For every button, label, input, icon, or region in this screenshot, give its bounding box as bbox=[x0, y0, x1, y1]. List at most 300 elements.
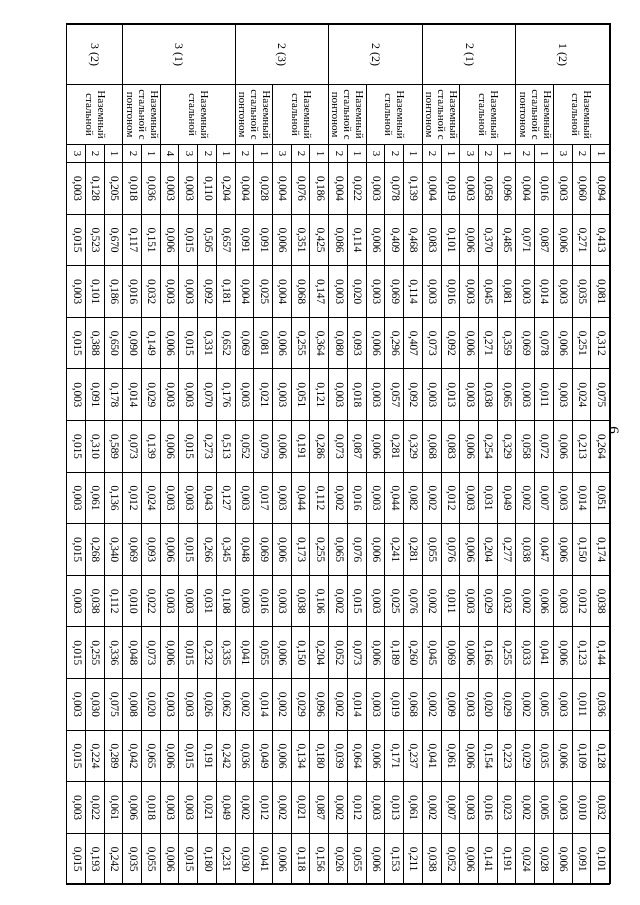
value-cell: 0,128 bbox=[85, 163, 104, 215]
value-cell: 0,013 bbox=[441, 369, 460, 421]
value-cell: 0,021 bbox=[254, 369, 273, 421]
value-cell: 0,006 bbox=[553, 524, 572, 576]
table-row bbox=[235, 25, 254, 885]
value-cell: 0,073 bbox=[347, 627, 366, 679]
value-cell: 0,071 bbox=[516, 214, 535, 266]
value-cell: 0,281 bbox=[404, 524, 423, 576]
tank-type-label: Наземный стальной bbox=[366, 85, 422, 145]
value-cell: 0,003 bbox=[235, 472, 254, 524]
value-cell: 0,003 bbox=[422, 369, 441, 421]
table-row bbox=[441, 25, 460, 885]
table-row bbox=[123, 25, 142, 885]
value-cell: 0,032 bbox=[142, 266, 161, 318]
value-cell: 0,255 bbox=[291, 317, 310, 369]
value-cell: 0,118 bbox=[291, 833, 310, 885]
value-cell: 0,010 bbox=[123, 575, 142, 627]
value-cell: 0,003 bbox=[235, 575, 254, 627]
value-cell: 0,006 bbox=[273, 833, 292, 885]
group-label: 3 (1) bbox=[123, 25, 235, 85]
value-cell: 0,657 bbox=[216, 214, 235, 266]
value-cell: 0,006 bbox=[553, 420, 572, 472]
value-cell: 0,042 bbox=[123, 730, 142, 782]
value-cell: 0,003 bbox=[179, 782, 198, 834]
value-cell: 0,286 bbox=[310, 420, 329, 472]
value-cell: 0,181 bbox=[216, 266, 235, 318]
value-cell: 0,003 bbox=[329, 369, 348, 421]
value-cell: 0,015 bbox=[179, 317, 198, 369]
row-index: 1 bbox=[347, 145, 366, 163]
value-cell: 0,081 bbox=[497, 266, 516, 318]
row-index: 3 bbox=[273, 145, 292, 163]
value-cell: 0,006 bbox=[553, 627, 572, 679]
value-cell: 0,069 bbox=[516, 317, 535, 369]
value-cell: 0,020 bbox=[347, 266, 366, 318]
value-cell: 0,006 bbox=[460, 214, 479, 266]
group-label: 2 (3) bbox=[235, 25, 329, 85]
value-cell: 0,006 bbox=[366, 627, 385, 679]
value-cell: 0,006 bbox=[553, 214, 572, 266]
value-cell: 0,035 bbox=[572, 266, 591, 318]
value-cell: 0,006 bbox=[366, 317, 385, 369]
value-cell: 0,006 bbox=[273, 317, 292, 369]
value-cell: 0,006 bbox=[160, 627, 179, 679]
value-cell: 0,205 bbox=[104, 163, 123, 215]
value-cell: 0,020 bbox=[478, 678, 497, 730]
value-cell: 0,003 bbox=[160, 472, 179, 524]
value-cell: 0,060 bbox=[572, 163, 591, 215]
value-cell: 0,101 bbox=[441, 214, 460, 266]
value-cell: 0,048 bbox=[235, 524, 254, 576]
value-cell: 0,039 bbox=[329, 730, 348, 782]
value-cell: 0,051 bbox=[291, 369, 310, 421]
value-cell: 0,047 bbox=[535, 524, 554, 576]
value-cell: 0,007 bbox=[441, 782, 460, 834]
value-cell: 0,096 bbox=[497, 163, 516, 215]
value-cell: 0,277 bbox=[497, 524, 516, 576]
value-cell: 0,123 bbox=[572, 627, 591, 679]
value-cell: 0,026 bbox=[198, 678, 217, 730]
value-cell: 0,004 bbox=[422, 163, 441, 215]
value-cell: 0,093 bbox=[347, 317, 366, 369]
value-cell: 0,004 bbox=[235, 163, 254, 215]
value-cell: 0,045 bbox=[478, 266, 497, 318]
value-cell: 0,065 bbox=[329, 524, 348, 576]
value-cell: 0,264 bbox=[591, 420, 610, 472]
value-cell: 0,015 bbox=[67, 317, 86, 369]
value-cell: 0,231 bbox=[216, 833, 235, 885]
value-cell: 0,150 bbox=[291, 627, 310, 679]
value-cell: 0,345 bbox=[216, 524, 235, 576]
value-cell: 0,015 bbox=[179, 214, 198, 266]
value-cell: 0,036 bbox=[591, 678, 610, 730]
value-cell: 0,006 bbox=[160, 214, 179, 266]
value-cell: 0,273 bbox=[198, 420, 217, 472]
value-cell: 0,003 bbox=[67, 369, 86, 421]
value-cell: 0,652 bbox=[216, 317, 235, 369]
value-cell: 0,023 bbox=[497, 782, 516, 834]
value-cell: 0,064 bbox=[347, 730, 366, 782]
value-cell: 0,003 bbox=[460, 266, 479, 318]
tank-type-label: Наземный стальной bbox=[553, 85, 609, 145]
table-row bbox=[460, 25, 479, 885]
value-cell: 0,191 bbox=[291, 420, 310, 472]
table-row bbox=[198, 25, 217, 885]
table-row bbox=[179, 25, 198, 885]
value-cell: 0,073 bbox=[329, 420, 348, 472]
row-index: 3 bbox=[67, 145, 86, 163]
table-row bbox=[422, 25, 441, 885]
tank-type-label: Наземный стальной с понтоном bbox=[329, 85, 366, 145]
value-cell: 0,003 bbox=[160, 266, 179, 318]
value-cell: 0,331 bbox=[198, 317, 217, 369]
group-label: 3 (2) bbox=[67, 25, 123, 85]
row-index: 3 bbox=[366, 145, 385, 163]
value-cell: 0,106 bbox=[310, 575, 329, 627]
value-cell: 0,003 bbox=[179, 678, 198, 730]
value-cell: 0,006 bbox=[460, 833, 479, 885]
value-cell: 0,002 bbox=[422, 575, 441, 627]
value-cell: 0,076 bbox=[291, 163, 310, 215]
value-cell: 0,191 bbox=[497, 833, 516, 885]
value-cell: 0,021 bbox=[198, 782, 217, 834]
value-cell: 0,052 bbox=[329, 627, 348, 679]
value-cell: 0,139 bbox=[142, 420, 161, 472]
value-cell: 0,101 bbox=[85, 266, 104, 318]
value-cell: 0,068 bbox=[422, 420, 441, 472]
value-cell: 0,003 bbox=[67, 472, 86, 524]
value-cell: 0,028 bbox=[535, 833, 554, 885]
value-cell: 0,166 bbox=[478, 627, 497, 679]
value-cell: 0,018 bbox=[123, 163, 142, 215]
value-cell: 0,076 bbox=[347, 524, 366, 576]
value-cell: 0,009 bbox=[441, 678, 460, 730]
value-cell: 0,069 bbox=[235, 317, 254, 369]
table-row bbox=[497, 25, 516, 885]
value-cell: 0,022 bbox=[85, 782, 104, 834]
value-cell: 0,014 bbox=[123, 369, 142, 421]
value-cell: 0,121 bbox=[310, 369, 329, 421]
value-cell: 0,002 bbox=[329, 678, 348, 730]
value-cell: 0,154 bbox=[478, 730, 497, 782]
value-cell: 0,044 bbox=[291, 472, 310, 524]
value-cell: 0,038 bbox=[591, 575, 610, 627]
value-cell: 0,136 bbox=[104, 472, 123, 524]
value-cell: 0,026 bbox=[329, 833, 348, 885]
table-row bbox=[310, 25, 329, 885]
value-cell: 0,174 bbox=[591, 524, 610, 576]
tank-type-label: Наземный стальной с понтоном bbox=[516, 85, 553, 145]
table-row bbox=[366, 25, 385, 885]
value-cell: 0,019 bbox=[441, 163, 460, 215]
value-cell: 0,006 bbox=[366, 524, 385, 576]
value-cell: 0,003 bbox=[460, 678, 479, 730]
value-cell: 0,003 bbox=[460, 575, 479, 627]
value-cell: 0,052 bbox=[235, 420, 254, 472]
value-cell: 0,015 bbox=[179, 627, 198, 679]
value-cell: 0,011 bbox=[535, 369, 554, 421]
value-cell: 0,006 bbox=[366, 730, 385, 782]
value-cell: 0,189 bbox=[385, 627, 404, 679]
value-cell: 0,091 bbox=[235, 214, 254, 266]
value-cell: 0,006 bbox=[160, 730, 179, 782]
value-cell: 0,025 bbox=[254, 266, 273, 318]
value-cell: 0,002 bbox=[422, 472, 441, 524]
table-row bbox=[291, 25, 310, 885]
value-cell: 0,015 bbox=[347, 575, 366, 627]
row-index: 3 bbox=[460, 145, 479, 163]
row-index: 2 bbox=[478, 145, 497, 163]
value-cell: 0,002 bbox=[516, 575, 535, 627]
value-cell: 0,255 bbox=[85, 627, 104, 679]
row-index: 3 bbox=[179, 145, 198, 163]
value-cell: 0,081 bbox=[591, 266, 610, 318]
row-index: 1 bbox=[591, 145, 610, 163]
row-index: 1 bbox=[104, 145, 123, 163]
value-cell: 0,180 bbox=[198, 833, 217, 885]
value-cell: 0,109 bbox=[572, 730, 591, 782]
value-cell: 0,038 bbox=[85, 575, 104, 627]
value-cell: 0,241 bbox=[385, 524, 404, 576]
value-cell: 0,076 bbox=[441, 524, 460, 576]
value-cell: 0,032 bbox=[591, 782, 610, 834]
row-index: 1 bbox=[254, 145, 273, 163]
value-cell: 0,409 bbox=[385, 214, 404, 266]
value-cell: 0,153 bbox=[385, 833, 404, 885]
value-cell: 0,041 bbox=[235, 627, 254, 679]
value-cell: 0,006 bbox=[366, 214, 385, 266]
value-cell: 0,058 bbox=[478, 163, 497, 215]
value-cell: 0,255 bbox=[497, 627, 516, 679]
value-cell: 0,038 bbox=[478, 369, 497, 421]
value-cell: 0,002 bbox=[273, 678, 292, 730]
value-cell: 0,336 bbox=[104, 627, 123, 679]
row-index: 2 bbox=[235, 145, 254, 163]
row-index: 3 bbox=[553, 145, 572, 163]
value-cell: 0,204 bbox=[478, 524, 497, 576]
table-row bbox=[254, 25, 273, 885]
value-cell: 0,041 bbox=[535, 627, 554, 679]
value-cell: 0,117 bbox=[123, 214, 142, 266]
value-cell: 0,087 bbox=[310, 782, 329, 834]
value-cell: 0,003 bbox=[160, 163, 179, 215]
table-row bbox=[216, 25, 235, 885]
value-cell: 0,003 bbox=[179, 472, 198, 524]
value-cell: 0,003 bbox=[553, 472, 572, 524]
value-cell: 0,281 bbox=[385, 420, 404, 472]
value-cell: 0,002 bbox=[329, 575, 348, 627]
value-cell: 0,030 bbox=[235, 833, 254, 885]
value-cell: 0,003 bbox=[160, 782, 179, 834]
row-index: 1 bbox=[497, 145, 516, 163]
value-cell: 0,003 bbox=[67, 266, 86, 318]
value-cell: 0,035 bbox=[123, 833, 142, 885]
tank-type-label: Наземный стальной с понтоном bbox=[123, 85, 160, 145]
value-cell: 0,092 bbox=[404, 369, 423, 421]
value-cell: 0,003 bbox=[366, 782, 385, 834]
value-cell: 0,048 bbox=[123, 627, 142, 679]
row-index: 2 bbox=[422, 145, 441, 163]
tank-type-label: Наземный стальной bbox=[67, 85, 123, 145]
value-cell: 0,043 bbox=[198, 472, 217, 524]
row-index: 1 bbox=[310, 145, 329, 163]
row-index: 2 bbox=[385, 145, 404, 163]
value-cell: 0,012 bbox=[123, 472, 142, 524]
value-cell: 0,008 bbox=[123, 678, 142, 730]
value-cell: 0,015 bbox=[67, 730, 86, 782]
value-cell: 0,003 bbox=[273, 369, 292, 421]
value-cell: 0,016 bbox=[123, 266, 142, 318]
value-cell: 0,003 bbox=[366, 678, 385, 730]
value-cell: 0,003 bbox=[67, 678, 86, 730]
row-index: 2 bbox=[198, 145, 217, 163]
value-cell: 0,012 bbox=[441, 472, 460, 524]
value-cell: 0,003 bbox=[553, 782, 572, 834]
value-cell: 0,003 bbox=[179, 163, 198, 215]
value-cell: 0,370 bbox=[478, 214, 497, 266]
value-cell: 0,016 bbox=[347, 472, 366, 524]
value-cell: 0,002 bbox=[329, 782, 348, 834]
value-cell: 0,078 bbox=[535, 317, 554, 369]
value-cell: 0,014 bbox=[254, 678, 273, 730]
value-cell: 0,173 bbox=[291, 524, 310, 576]
table-row bbox=[572, 25, 591, 885]
value-cell: 0,094 bbox=[591, 163, 610, 215]
value-cell: 0,058 bbox=[516, 420, 535, 472]
table-row bbox=[591, 25, 610, 885]
value-cell: 0,031 bbox=[478, 472, 497, 524]
value-cell: 0,312 bbox=[591, 317, 610, 369]
value-cell: 0,003 bbox=[366, 369, 385, 421]
value-cell: 0,078 bbox=[385, 163, 404, 215]
value-cell: 0,022 bbox=[142, 575, 161, 627]
value-cell: 0,015 bbox=[67, 833, 86, 885]
value-cell: 0,069 bbox=[385, 266, 404, 318]
value-cell: 0,096 bbox=[310, 678, 329, 730]
row-index: 1 bbox=[404, 145, 423, 163]
value-cell: 0,007 bbox=[535, 472, 554, 524]
value-cell: 0,092 bbox=[198, 266, 217, 318]
value-cell: 0,091 bbox=[85, 369, 104, 421]
tank-type-label: Наземный стальной bbox=[160, 85, 235, 145]
value-cell: 0,036 bbox=[235, 730, 254, 782]
table-row bbox=[553, 25, 572, 885]
value-cell: 0,076 bbox=[404, 575, 423, 627]
table-row bbox=[273, 25, 292, 885]
value-cell: 0,061 bbox=[85, 472, 104, 524]
value-cell: 0,171 bbox=[385, 730, 404, 782]
value-cell: 0,072 bbox=[535, 420, 554, 472]
value-cell: 0,006 bbox=[123, 782, 142, 834]
value-cell: 0,022 bbox=[347, 163, 366, 215]
value-cell: 0,523 bbox=[85, 214, 104, 266]
value-cell: 0,006 bbox=[460, 317, 479, 369]
value-cell: 0,425 bbox=[310, 214, 329, 266]
value-cell: 0,005 bbox=[535, 678, 554, 730]
rotated-table-container bbox=[66, 23, 611, 884]
value-cell: 0,029 bbox=[478, 575, 497, 627]
value-cell: 0,018 bbox=[347, 369, 366, 421]
value-cell: 0,032 bbox=[497, 575, 516, 627]
value-cell: 0,029 bbox=[291, 678, 310, 730]
value-cell: 0,289 bbox=[104, 730, 123, 782]
value-cell: 0,006 bbox=[160, 420, 179, 472]
value-cell: 0,151 bbox=[142, 214, 161, 266]
row-index: 2 bbox=[85, 145, 104, 163]
value-cell: 0,003 bbox=[516, 369, 535, 421]
table-row bbox=[516, 25, 535, 885]
value-cell: 0,029 bbox=[516, 730, 535, 782]
value-cell: 0,055 bbox=[422, 524, 441, 576]
value-cell: 0,090 bbox=[123, 317, 142, 369]
table-row bbox=[535, 25, 554, 885]
value-cell: 0,004 bbox=[273, 163, 292, 215]
row-index: 1 bbox=[441, 145, 460, 163]
value-cell: 0,242 bbox=[216, 730, 235, 782]
value-cell: 0,364 bbox=[310, 317, 329, 369]
value-cell: 0,004 bbox=[235, 266, 254, 318]
value-cell: 0,006 bbox=[460, 627, 479, 679]
value-cell: 0,031 bbox=[198, 575, 217, 627]
value-cell: 0,011 bbox=[441, 575, 460, 627]
value-cell: 0,002 bbox=[516, 782, 535, 834]
value-cell: 0,003 bbox=[366, 163, 385, 215]
value-cell: 0,073 bbox=[422, 317, 441, 369]
value-cell: 0,065 bbox=[142, 730, 161, 782]
value-cell: 0,186 bbox=[310, 163, 329, 215]
value-cell: 0,015 bbox=[67, 420, 86, 472]
value-cell: 0,020 bbox=[142, 678, 161, 730]
value-cell: 0,006 bbox=[460, 730, 479, 782]
value-cell: 0,087 bbox=[347, 420, 366, 472]
value-cell: 0,006 bbox=[273, 524, 292, 576]
value-cell: 0,068 bbox=[291, 266, 310, 318]
value-cell: 0,003 bbox=[516, 266, 535, 318]
value-cell: 0,018 bbox=[142, 782, 161, 834]
value-cell: 0,061 bbox=[404, 782, 423, 834]
value-cell: 0,002 bbox=[235, 782, 254, 834]
value-cell: 0,051 bbox=[591, 472, 610, 524]
value-cell: 0,006 bbox=[273, 214, 292, 266]
value-cell: 0,015 bbox=[179, 524, 198, 576]
value-cell: 0,086 bbox=[329, 214, 348, 266]
value-cell: 0,055 bbox=[142, 833, 161, 885]
value-cell: 0,003 bbox=[460, 369, 479, 421]
value-cell: 0,260 bbox=[404, 627, 423, 679]
value-cell: 0,193 bbox=[85, 833, 104, 885]
value-cell: 0,002 bbox=[422, 782, 441, 834]
value-cell: 0,049 bbox=[254, 730, 273, 782]
value-cell: 0,019 bbox=[385, 678, 404, 730]
group-label: 2 (1) bbox=[422, 25, 516, 85]
value-cell: 0,033 bbox=[516, 627, 535, 679]
value-cell: 0,021 bbox=[291, 782, 310, 834]
value-cell: 0,296 bbox=[385, 317, 404, 369]
value-cell: 0,002 bbox=[422, 678, 441, 730]
value-cell: 0,388 bbox=[85, 317, 104, 369]
value-cell: 0,016 bbox=[535, 163, 554, 215]
value-cell: 0,178 bbox=[104, 369, 123, 421]
value-cell: 0,016 bbox=[254, 575, 273, 627]
value-cell: 0,092 bbox=[441, 317, 460, 369]
value-cell: 0,468 bbox=[404, 214, 423, 266]
value-cell: 0,038 bbox=[516, 524, 535, 576]
value-cell: 0,003 bbox=[553, 163, 572, 215]
value-cell: 0,003 bbox=[460, 472, 479, 524]
value-cell: 0,180 bbox=[310, 730, 329, 782]
value-cell: 0,068 bbox=[404, 678, 423, 730]
value-cell: 0,237 bbox=[404, 730, 423, 782]
value-cell: 0,003 bbox=[553, 678, 572, 730]
